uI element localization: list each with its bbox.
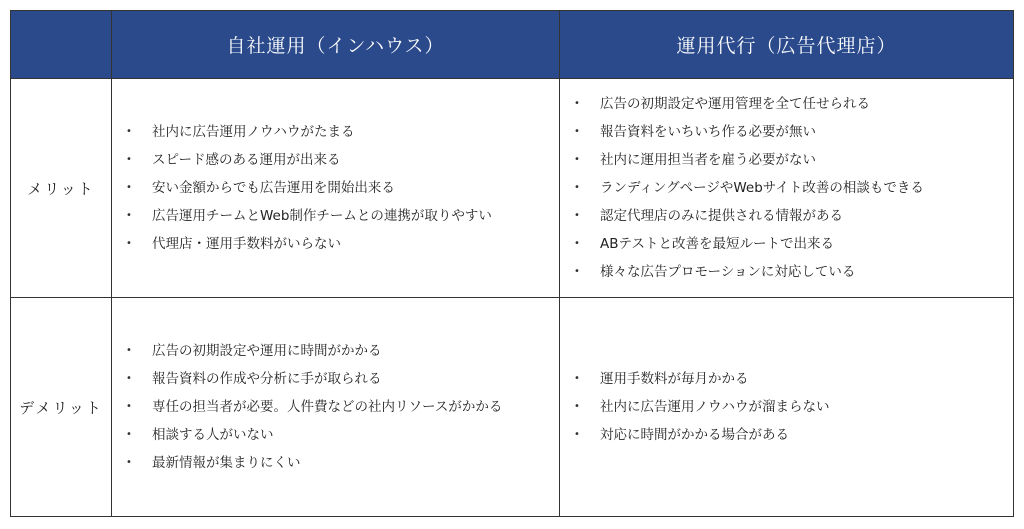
header-row	[11, 11, 1014, 79]
list-item: • 社内に広告運用ノウハウがたまる	[126, 118, 559, 146]
merit-agency-list	[560, 90, 1013, 286]
header-inhouse: 自社運用（インハウス）	[112, 11, 560, 79]
demerit-agency-cell	[560, 298, 1014, 517]
demerit-inhouse-list	[112, 337, 559, 477]
demerit-inhouse-cell	[112, 298, 560, 517]
list-item: • 報告資料をいちいち作る必要が無い	[574, 118, 1013, 146]
list-item: • 広告の初期設定や運用管理を全て任せられる	[574, 90, 1013, 118]
list-item: • ランディングページやWebサイト改善の相談もできる	[574, 174, 1013, 202]
list-item: • 運用手数料が毎月かかる	[574, 365, 1013, 393]
merit-inhouse-cell	[112, 79, 560, 298]
demerit-label: デメリット	[11, 298, 112, 517]
list-item: • 最新情報が集まりにくい	[126, 449, 559, 477]
merit-inhouse-list	[112, 118, 559, 258]
list-item: • 社内に運用担当者を雇う必要がない	[574, 146, 1013, 174]
list-item: • 相談する人がいない	[126, 421, 559, 449]
list-item: • スピード感のある運用が出来る	[126, 146, 559, 174]
list-item: • 安い金額からでも広告運用を開始出来る	[126, 174, 559, 202]
header-corner-cell	[11, 11, 112, 79]
comparison-table-wrapper	[10, 10, 1014, 517]
list-item: • 専任の担当者が必要。人件費などの社内リソースがかかる	[126, 393, 559, 421]
comparison-table	[10, 10, 1014, 517]
list-item: • 報告資料の作成や分析に手が取られる	[126, 365, 559, 393]
merit-agency-cell	[560, 79, 1014, 298]
demerit-agency-list	[560, 365, 1013, 449]
list-item: • 代理店・運用手数料がいらない	[126, 230, 559, 258]
list-item: • 対応に時間がかかる場合がある	[574, 421, 1013, 449]
list-item: • 広告運用チームとWeb制作チームとの連携が取りやすい	[126, 202, 559, 230]
demerit-row	[11, 298, 1014, 517]
list-item: • ABテストと改善を最短ルートで出来る	[574, 230, 1013, 258]
merit-label: メリット	[11, 79, 112, 298]
list-item: • 認定代理店のみに提供される情報がある	[574, 202, 1013, 230]
list-item: • 広告の初期設定や運用に時間がかかる	[126, 337, 559, 365]
list-item: • 様々な広告プロモーションに対応している	[574, 258, 1013, 286]
header-agency: 運用代行（広告代理店）	[560, 11, 1014, 79]
list-item: • 社内に広告運用ノウハウが溜まらない	[574, 393, 1013, 421]
merit-row	[11, 79, 1014, 298]
